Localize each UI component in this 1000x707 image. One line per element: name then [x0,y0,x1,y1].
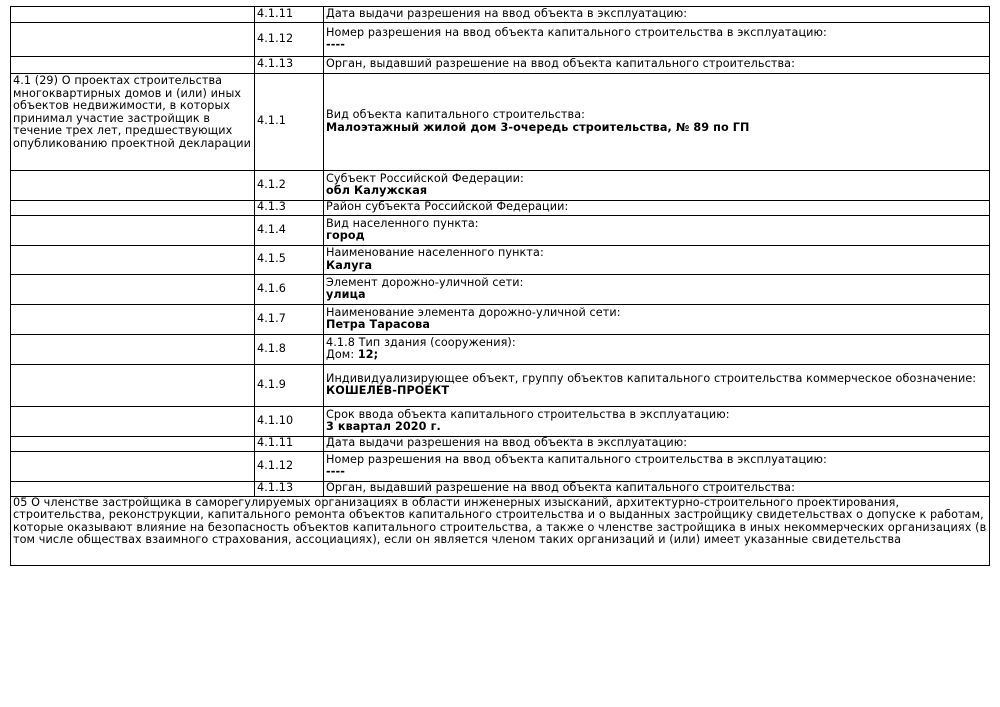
row-label: Наименование населенного пункта: [326,246,544,259]
row-number: 4.1.12 [255,23,324,57]
row-value: 3 квартал 2020 г. [326,420,441,433]
row-number: 4.1.11 [255,437,324,452]
row-value: улица [326,288,366,301]
row-number: 4.1.6 [255,275,324,305]
row-number: 4.1.12 [255,452,324,482]
row-value: Малоэтажный жилой дом 3-очередь строительства, № 89 по ГП [326,120,750,134]
row-number: 4.1.10 [255,407,324,437]
row-number: 4.1.2 [255,171,324,201]
table-row [11,452,990,482]
row-label: Вид объекта капитального строительства: [326,108,586,121]
table-row [11,407,990,437]
table-row [11,365,990,407]
table-row [11,216,990,246]
table-row [11,171,990,201]
row-number: 4.1.7 [255,305,324,335]
row-label: Дата выдачи разрешения на ввод объекта в эксплуатацию: [326,436,688,450]
row-label: Район субъекта Российской Федерации: [326,200,569,214]
table-row [11,482,990,497]
table-row [11,201,990,216]
row-value: ---- [326,38,345,51]
row-number: 4.1.13 [255,482,324,497]
table-row [11,246,990,275]
row-label: Номер разрешения на ввод объекта капитального строительства в эксплуатацию: [326,25,827,39]
section-05-text: 05 О членстве застройщика в саморегулируемых организациях в области инженерных изысканий, архитектурно-строительного проектирования, строительства, реконструкции, капитального ремонта объектов капитального строительства и о выданных застройщику свидетельствах о допуске к работам, которые оказывают влияние на безопасность объектов капитального строительства, а также о членстве застройщика в иных некоммерческих организациях (в том числе обществах взаимного страхования, ассоциациях), если он является членом таких организаций и (или) имеет указанные свидетельства [11,496,990,565]
row-number: 4.1.13 [255,57,324,74]
table-row [11,57,990,74]
section-title: 4.1 (29) О проектах строительства многоквартирных домов и (или) иных объектов недвижимости, в которых принимал участие застройщик в течение трех лет, предшествующих опубликованию проектной декларации [11,74,255,171]
table-row [11,335,990,365]
row-label: Дата выдачи разрешения на ввод объекта в эксплуатацию: [326,6,688,20]
row-number: 4.1.1 [255,74,324,171]
row-label: Вид населенного пункта: [326,216,479,230]
table-row [11,496,990,565]
row-label: Субъект Российской Федерации: [326,171,524,185]
table-row [11,275,990,305]
row-value: 12; [357,348,379,361]
table-row [11,305,990,335]
row-value: Петра Тарасова [326,318,430,331]
table-row [11,7,990,23]
row-value: КОШЕЛЕВ-ПРОЕКТ [326,384,450,397]
row-number: 4.1.8 [255,335,324,365]
declaration-table [10,6,990,566]
row-label: Срок ввода объекта капитального строительства в эксплуатацию: [326,407,730,421]
row-label: Наименование элемента дорожно-уличной сети: [326,305,621,319]
row-number: 4.1.3 [255,201,324,216]
table-row [11,74,990,171]
table-row [11,437,990,452]
table-row [11,23,990,57]
row-number: 4.1.4 [255,216,324,246]
row-value: город [326,229,365,242]
row-label: Орган, выдавший разрешение на ввод объекта капитального строительства: [326,481,795,494]
row-label: Орган, выдавший разрешение на ввод объекта капитального строительства: [326,57,795,71]
row-label: 4.1.8 Тип здания (сооружения): [326,335,516,349]
building-type-prefix: Дом: [326,348,358,361]
row-label: Номер разрешения на ввод объекта капитального строительства в эксплуатацию: [326,452,827,466]
row-number: 4.1.9 [255,365,324,407]
row-value: обл Калужская [326,184,428,197]
row-number: 4.1.5 [255,246,324,275]
row-value: Калуга [326,258,373,272]
row-number: 4.1.11 [255,7,324,23]
row-label: Элемент дорожно-уличной сети: [326,275,524,289]
row-label: Индивидуализирующее объект, группу объектов капитального строительства коммерческое обозначение: [326,371,977,385]
row-value: ---- [326,465,345,478]
